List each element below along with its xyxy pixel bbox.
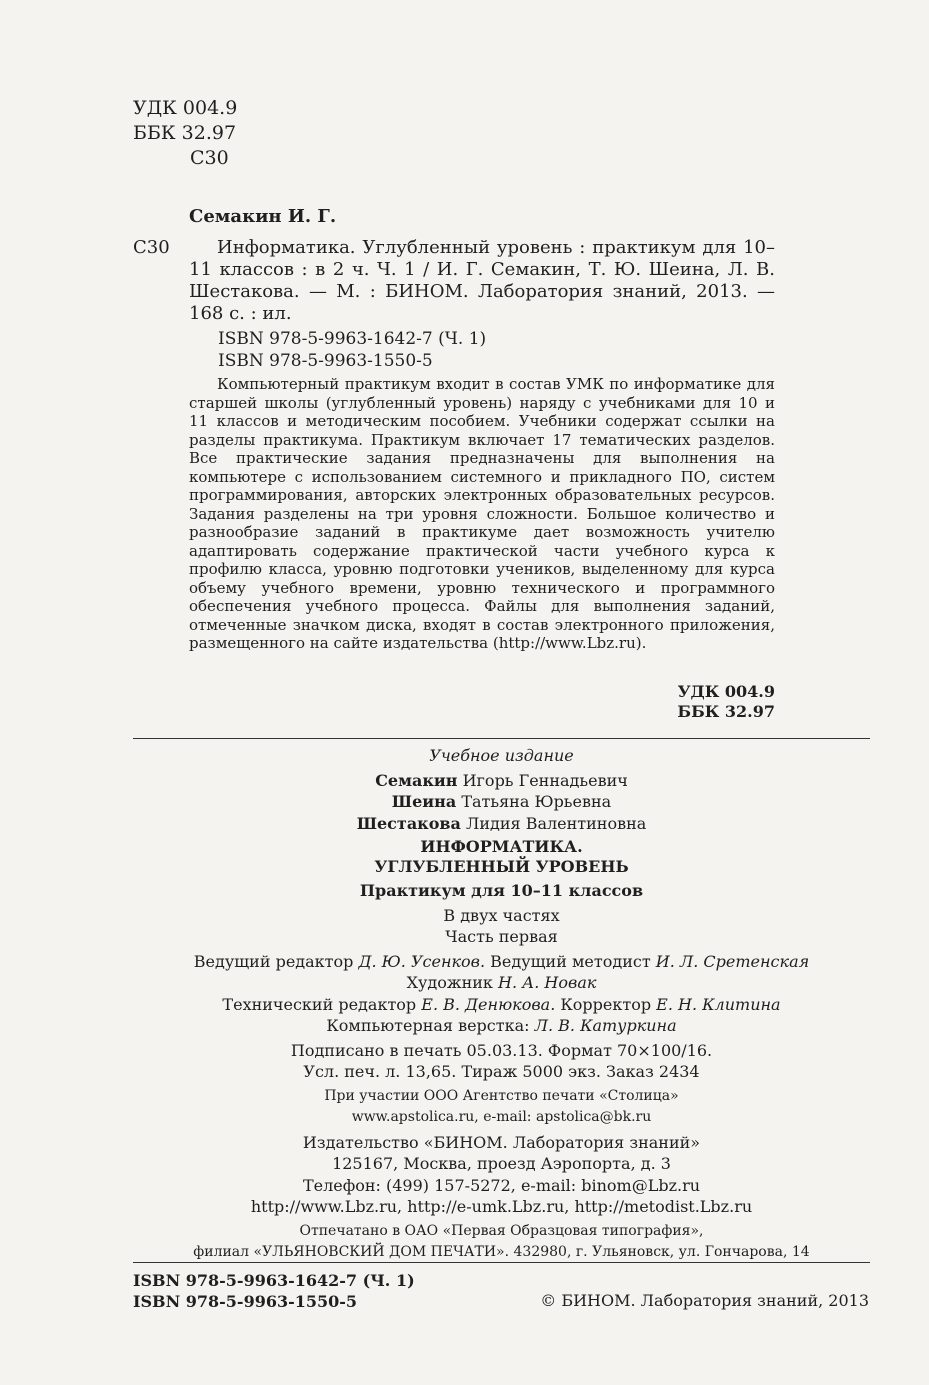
- divider-bottom: [133, 1262, 870, 1263]
- author-surname: Шестакова: [356, 813, 461, 833]
- bibliographic-record: [189, 237, 775, 325]
- divider-top: [133, 738, 870, 739]
- udk-code-repeat: УДК 004.9: [677, 682, 775, 701]
- imprint-block: [133, 745, 870, 1264]
- author-surname: Семакин: [375, 770, 458, 790]
- author-line: [133, 791, 870, 813]
- publisher-websites: http://www.Lbz.ru, http://e-umk.Lbz.ru, http://metodist.Lbz.ru: [250, 1197, 753, 1216]
- book-title-line-1: ИНФОРМАТИКА.: [420, 837, 583, 856]
- printed-by: Отпечатано в ОАО «Первая Образцовая типография»,: [299, 1222, 704, 1239]
- part-note: Часть первая: [445, 927, 558, 946]
- author-heading: Семакин И. Г.: [189, 206, 337, 227]
- isbn-list: [218, 328, 486, 372]
- isbn-set: ISBN 978-5-9963-1550-5: [218, 351, 433, 371]
- publisher-name: Издательство «БИНОМ. Лаборатория знаний»: [302, 1132, 701, 1152]
- book-subtitle: Практикум для 10–11 классов: [359, 881, 644, 900]
- footer-isbn-set: ISBN 978-5-9963-1550-5: [133, 1292, 358, 1311]
- corrector-name: Е. Н. Клитина: [656, 994, 781, 1014]
- lead-editor-label: Ведущий редактор: [193, 951, 354, 971]
- author-line: [133, 770, 870, 792]
- artist-name: Н. А. Новак: [498, 973, 597, 992]
- lead-editor-name: Д. Ю. Усенков.: [358, 951, 486, 971]
- author-names: Лидия Валентиновна: [465, 813, 647, 833]
- tech-editor-line: [133, 994, 870, 1016]
- tech-editor-name: Е. В. Денюкова.: [421, 994, 556, 1014]
- print-stats: Усл. печ. л. 13,65. Тираж 5000 экз. Заказ 2434: [303, 1062, 700, 1081]
- layout-label: Компьютерная верстка:: [326, 1016, 530, 1035]
- shelf-code: С30: [190, 147, 229, 169]
- author-names: Татьяна Юрьевна: [461, 792, 612, 811]
- layout-line: [133, 1015, 870, 1037]
- layout-name: Л. В. Катуркина: [534, 1016, 677, 1035]
- author-line: [133, 813, 870, 835]
- publisher-phone: Телефон: (499) 157-5272, e-mail: binom@Lbz.ru: [302, 1175, 701, 1195]
- abstract-codes: [650, 682, 775, 722]
- agency-line: При участии ООО Агентство печати «Столица»: [324, 1087, 679, 1104]
- parts-note: В двух частях: [443, 905, 560, 925]
- book-title-line-2: УГЛУБЛЕННЫЙ УРОВЕНЬ: [374, 857, 629, 876]
- edition-type: Учебное издание: [429, 746, 574, 765]
- shelf-mark: С30: [133, 237, 170, 258]
- lead-methodist-label: Ведущий методист: [490, 951, 651, 971]
- author-names: Игорь Геннадьевич: [462, 770, 628, 790]
- bibliographic-description: Информатика. Углубленный уровень : практикум для 10–11 классов : в 2 ч. Ч. 1 / И. Г. Семакин, Т. Ю. Шеина, Л. В. Шестакова. — М. : БИНОМ. Лаборатория знаний, 2013. — 168 с. : ил.: [189, 237, 775, 324]
- isbn-part-1: ISBN 978-5-9963-1642-7 (Ч. 1): [218, 329, 487, 349]
- artist-line: [133, 972, 870, 994]
- classification-codes: [133, 96, 237, 171]
- udk-code: УДК 004.9: [133, 97, 238, 119]
- author-surname: Шеина: [391, 792, 457, 811]
- agency-contacts: www.apstolica.ru, e-mail: apstolica@bk.ru: [351, 1109, 652, 1125]
- editors-line: [133, 951, 870, 973]
- footer-isbn-part-1: ISBN 978-5-9963-1642-7 (Ч. 1): [133, 1271, 415, 1290]
- footer-isbn: [133, 1270, 415, 1312]
- abstract: Компьютерный практикум входит в состав УМК по информатике для старшей школы (углубленный уровень) наряду с учебниками для 10 и 11 классов и методическим пособием. Учебники содержат ссылки на разделы практикума. Практикум включает 17 тематических разделов. Все практические задания предназначены для выполнения на компьютере с использованием системного и прикладного ПО, систем программирования, авторских электронных образовательных ресурсов. Задания разделены на три уровня сложности. Большое количество и разнообразие заданий в практикуме дает возможность учителю адаптировать содержание практической части учебного курса к профилю класса, уровню подготовки учеников, выделенному для курса объему учебного времени, уровню технического и программного обеспечения учебного процесса. Файлы для выполнения заданий, отмеченные значком диска, входят в состав электронного приложения, размещенного на сайте издательства (http://www.Lbz.ru).: [189, 375, 775, 652]
- print-signed: Подписано в печать 05.03.13. Формат 70×100/16.: [290, 1040, 713, 1060]
- bbk-code-repeat: ББК 32.97: [677, 702, 775, 721]
- printing-branch: филиал «УЛЬЯНОВСКИЙ ДОМ ПЕЧАТИ». 432980, г. Ульяновск, ул. Гончарова, 14: [193, 1244, 810, 1260]
- bbk-code: ББК 32.97: [133, 122, 237, 144]
- tech-editor-label: Технический редактор: [222, 994, 417, 1014]
- artist-label: Художник: [406, 973, 493, 992]
- copyright-notice: © БИНОМ. Лаборатория знаний, 2013: [540, 1291, 869, 1310]
- lead-methodist-name: И. Л. Сретенская: [655, 951, 810, 971]
- corrector-label: Корректор: [560, 994, 652, 1014]
- publisher-address: 125167, Москва, проезд Аэропорта, д. 3: [332, 1154, 671, 1173]
